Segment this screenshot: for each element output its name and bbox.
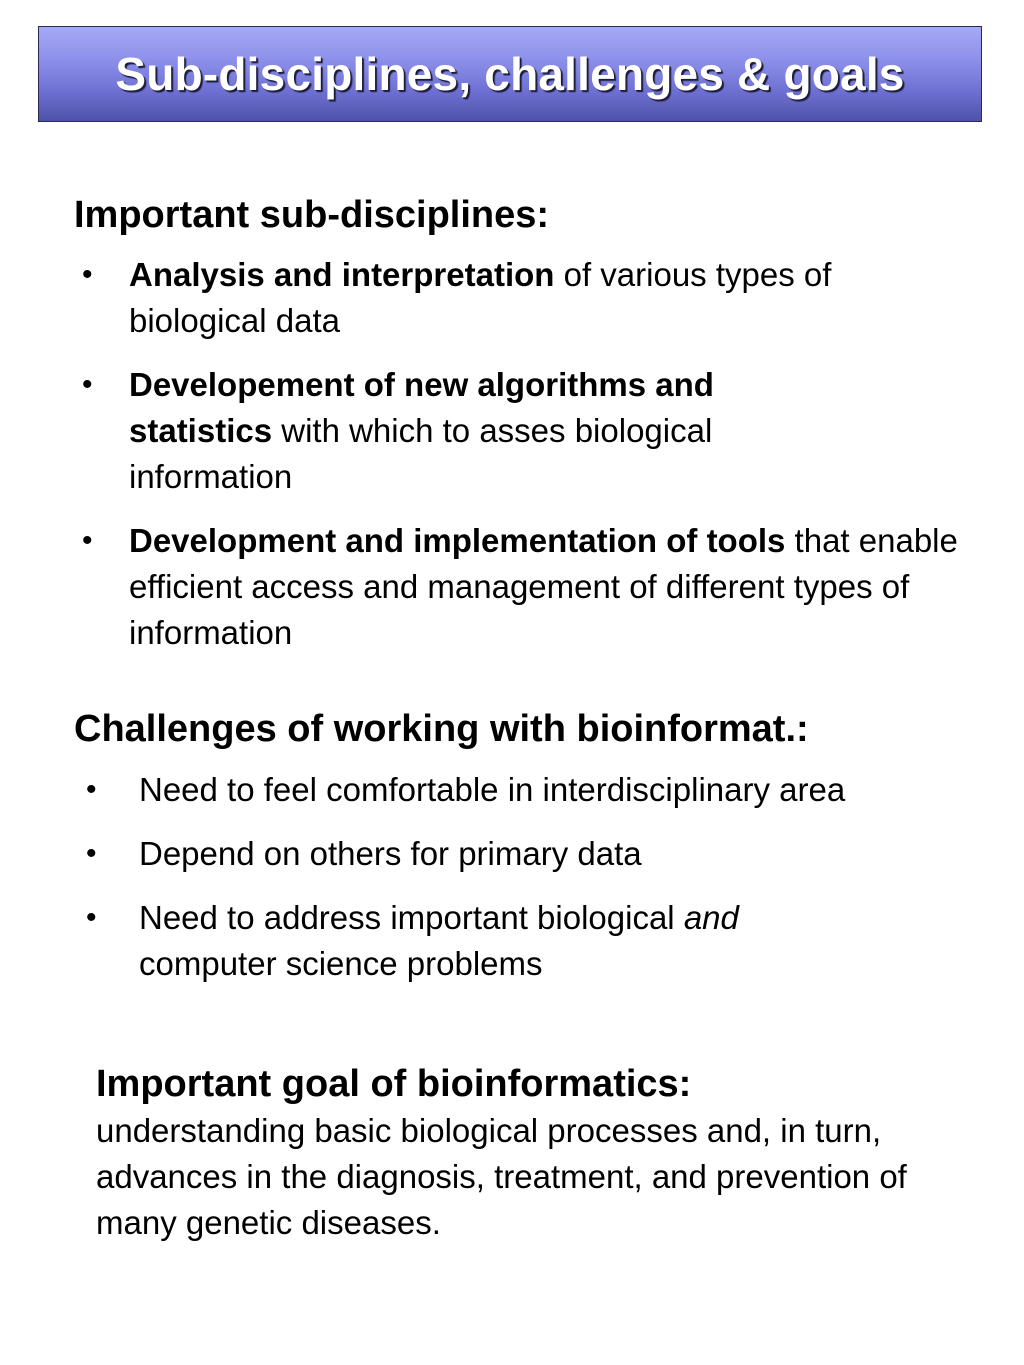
list-item: [74, 252, 974, 344]
bullet-icon: •: [82, 258, 93, 291]
bullet-icon: •: [82, 524, 93, 557]
item-emphasis: Development and implementation of tools: [129, 522, 786, 559]
item-emphasis: Analysis and interpretation: [129, 256, 555, 293]
goal-block: [96, 1060, 976, 1246]
bullet-icon: •: [86, 901, 97, 934]
list-item: [86, 895, 839, 987]
subdisciplines-heading: Important sub-disciplines:: [74, 194, 550, 236]
slide-title: Sub-disciplines, challenges & goals: [115, 48, 905, 100]
list-item: [74, 518, 974, 656]
bullet-icon: •: [86, 837, 97, 870]
item-text: of various types of biological data: [129, 256, 832, 339]
item-text: with which to asses biological information: [129, 412, 713, 495]
bullet-icon: •: [86, 773, 97, 806]
item-emphasis: and: [683, 899, 739, 936]
challenges-list: [86, 767, 966, 987]
list-item: [86, 831, 966, 877]
bullet-icon: •: [82, 368, 93, 401]
list-item: [86, 767, 966, 813]
challenges-heading: Challenges of working with bioinformat.:: [74, 708, 809, 750]
goal-body: understanding basic biological processes and, in turn, advances in the diagnosis, treatment, and prevention of many genetic diseases.: [96, 1112, 907, 1241]
title-banner: [38, 26, 982, 122]
item-emphasis: Developement of new algorithms and statistics: [129, 366, 714, 449]
goal-heading: Important goal of bioinformatics:: [96, 1063, 692, 1105]
subdisciplines-list: [74, 252, 974, 656]
item-text-after: computer science problems: [139, 945, 543, 982]
item-text: Depend on others for primary data: [139, 835, 642, 872]
item-text: Need to feel comfortable in interdisciplinary area: [139, 771, 846, 808]
list-item: [74, 362, 829, 500]
item-text: that enable efficient access and management of different types of information: [129, 522, 958, 651]
item-text: Need to address important biological: [139, 899, 684, 936]
